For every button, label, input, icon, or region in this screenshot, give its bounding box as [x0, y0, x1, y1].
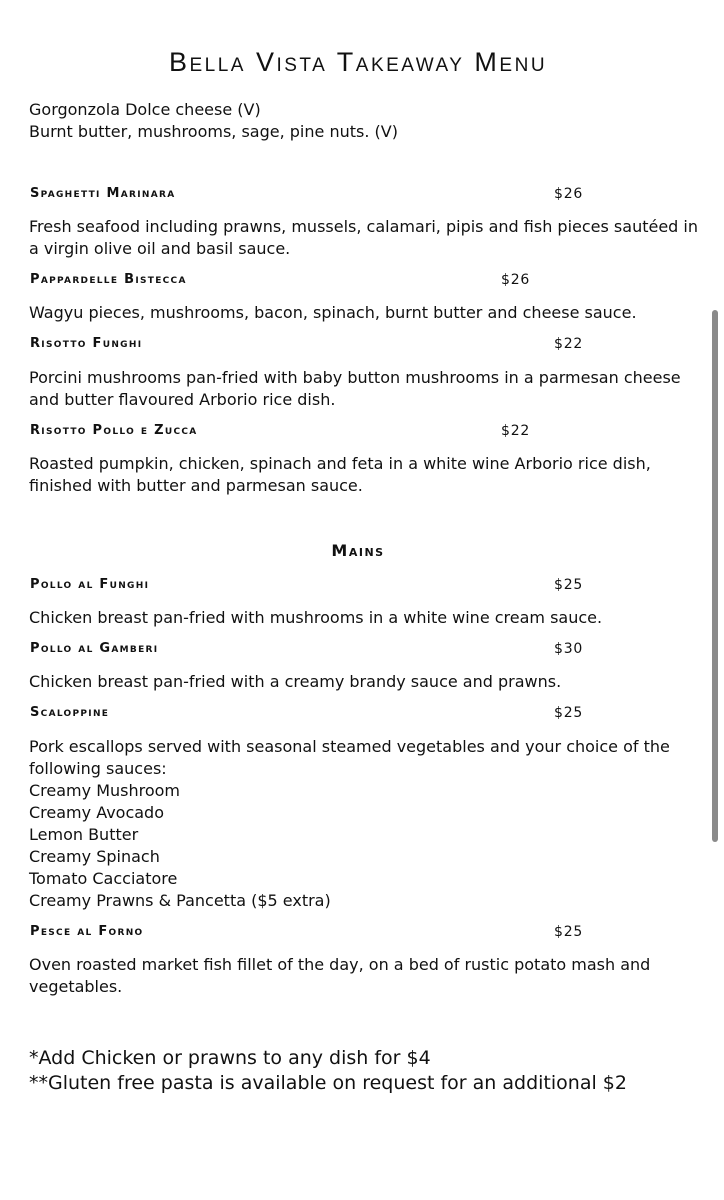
- sauce-option: Creamy Spinach: [29, 847, 160, 866]
- intro-line: Gorgonzola Dolce cheese (V): [29, 100, 261, 119]
- intro-text: [29, 99, 699, 143]
- dish-name-scaloppine: Scaloppine: [30, 705, 110, 720]
- dish-name-pappardelle-bistecca: Pappardelle Bistecca: [30, 272, 187, 287]
- dish-price-pollo-al-gamberi: $30: [554, 641, 584, 657]
- dish-price-pesce-al-forno: $25: [554, 924, 584, 940]
- dish-description-risotto-pollo-e-zucca: Roasted pumpkin, chicken, spinach and feta in a white wine Arborio rice dish, finished with butter and parmesan sauce.: [29, 454, 651, 495]
- sauce-option: Lemon Butter: [29, 825, 139, 844]
- sauce-option: Creamy Mushroom: [29, 781, 180, 800]
- dish-name-pesce-al-forno: Pesce al Forno: [30, 924, 144, 939]
- dish-price-risotto-pollo-e-zucca: $22: [501, 423, 531, 439]
- dish-description-pollo-al-gamberi: Chicken breast pan-fried with a creamy brandy sauce and prawns.: [29, 672, 562, 691]
- dish-name-risotto-pollo-e-zucca: Risotto Pollo e Zucca: [30, 423, 198, 438]
- dish-description-pappardelle-bistecca: Wagyu pieces, mushrooms, bacon, spinach, burnt butter and cheese sauce.: [29, 303, 637, 322]
- vertical-scrollbar[interactable]: [712, 310, 718, 842]
- sauce-option: Creamy Prawns & Pancetta ($5 extra): [29, 891, 331, 910]
- dish-name-pollo-al-funghi: Pollo al Funghi: [30, 577, 150, 592]
- dish-price-pappardelle-bistecca: $26: [501, 272, 531, 288]
- intro-line: Burnt butter, mushrooms, sage, pine nuts. (V): [29, 122, 398, 141]
- gluten-free-note: **Gluten free pasta is available on request for an additional $2: [29, 1072, 627, 1094]
- dish-price-pollo-al-funghi: $25: [554, 577, 584, 593]
- dish-description-risotto-funghi: Porcini mushrooms pan-fried with baby button mushrooms in a parmesan cheese and butter flavoured Arborio rice dish.: [29, 368, 681, 409]
- dish-price-scaloppine: $25: [554, 705, 584, 721]
- dish-description-pesce-al-forno: Oven roasted market fish fillet of the day, on a bed of rustic potato mash and vegetables.: [29, 955, 651, 996]
- sauce-option: Tomato Cacciatore: [29, 869, 178, 888]
- sauce-option: Creamy Avocado: [29, 803, 164, 822]
- section-heading-mains: Mains: [331, 541, 385, 560]
- dish-price-risotto-funghi: $22: [554, 336, 584, 352]
- dish-name-spaghetti-marinara: Spaghetti Marinara: [30, 186, 176, 201]
- dish-description-pollo-al-funghi: Chicken breast pan-fried with mushrooms in a white wine cream sauce.: [29, 608, 603, 627]
- menu-title: Bella Vista Takeaway Menu: [168, 47, 548, 77]
- scaloppine-description-text: Pork escallops served with seasonal steamed vegetables and your choice of the following sauces:: [29, 737, 670, 778]
- dish-price-spaghetti-marinara: $26: [554, 186, 584, 202]
- dish-name-risotto-funghi: Risotto Funghi: [30, 336, 143, 351]
- dish-name-pollo-al-gamberi: Pollo al Gamberi: [30, 641, 159, 656]
- dish-description-scaloppine: [29, 736, 699, 912]
- dish-description-spaghetti-marinara: Fresh seafood including prawns, mussels, calamari, pipis and fish pieces sautéed in a virgin olive oil and basil sauce.: [29, 217, 698, 258]
- add-protein-note: *Add Chicken or prawns to any dish for $4: [29, 1047, 431, 1069]
